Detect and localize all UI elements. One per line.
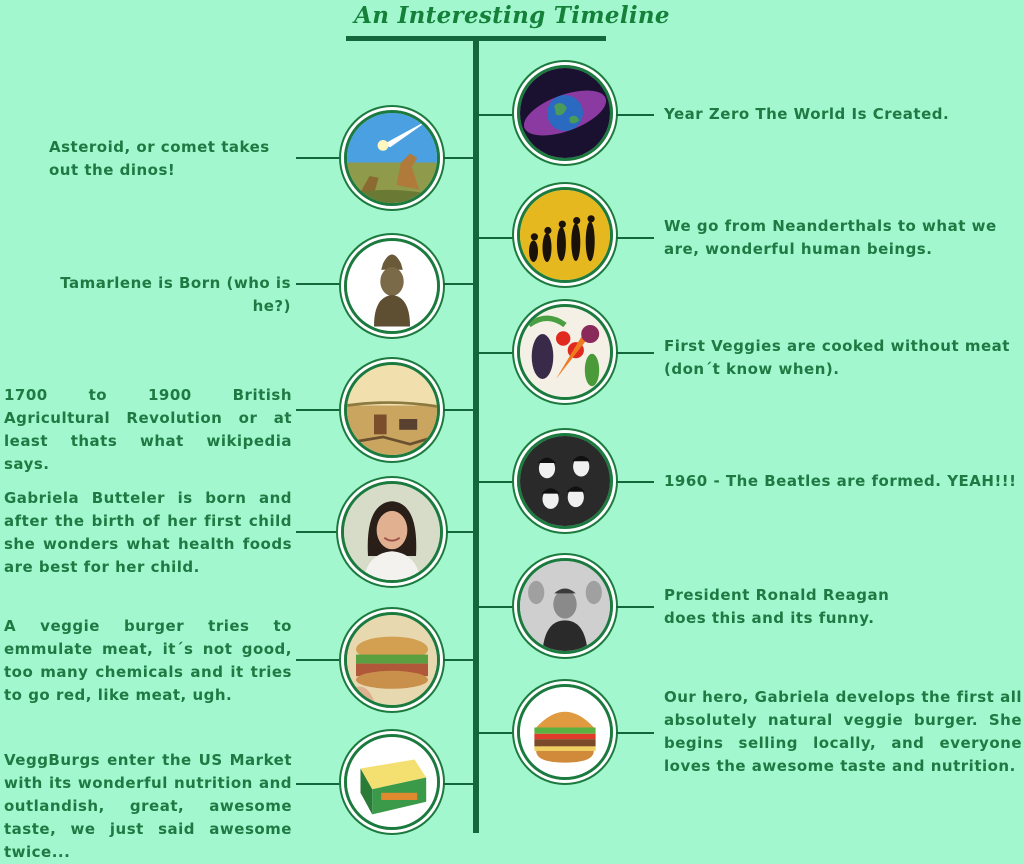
veggie-burger-image <box>344 612 440 708</box>
connector <box>443 659 473 661</box>
timeline-spine <box>473 41 479 833</box>
connector <box>616 352 654 354</box>
connector <box>296 531 342 533</box>
connector <box>446 531 473 533</box>
connector <box>443 783 473 785</box>
connector <box>479 606 515 608</box>
event-text-asteroid: Asteroid, or comet takes out the dinos! <box>49 138 270 179</box>
earth-galaxy-image <box>517 65 613 161</box>
gabriela-portrait-image <box>341 481 443 583</box>
event-text-natural-burger: Our hero, Gabriela develops the first all absolutely natural veggie burger. She begins selling locally, and everyone loves the awesome taste and nutrition. <box>664 688 1022 775</box>
connector <box>296 659 342 661</box>
connector <box>479 237 515 239</box>
connector <box>296 157 342 159</box>
human-evolution-image <box>517 187 613 283</box>
reagan-image <box>517 558 613 654</box>
connector <box>296 783 342 785</box>
event-text-veggburgs-market: VeggBurgs enter the US Market with its wonderful nutrition and outlandish, great, awesome taste, we just said awesome twice... <box>4 751 292 861</box>
connector <box>616 481 654 483</box>
natural-burger-image <box>517 684 613 780</box>
connector <box>479 114 515 116</box>
connector <box>479 352 515 354</box>
connector <box>296 409 342 411</box>
event-text-tamarlene: Tamarlene is Born (who is he?) <box>60 274 291 315</box>
event-text-agricultural-revolution: 1700 to 1900 British Agricultural Revolution or at least thats what wikipedia says. <box>4 386 292 473</box>
connector <box>479 481 515 483</box>
vegetables-image <box>517 304 613 400</box>
event-text-gabriela-born: Gabriela Butteler is born and after the birth of her first child she wonders what health foods are best for her child. <box>4 489 292 576</box>
connector <box>616 732 654 734</box>
beatles-image <box>517 433 613 529</box>
connector <box>443 409 473 411</box>
event-text-beatles: 1960 - The Beatles are formed. YEAH!!! <box>664 472 1017 490</box>
event-text-first-veggies: First Veggies are cooked without meat (don´t know when). <box>664 337 1010 378</box>
connector <box>616 114 654 116</box>
event-text-evolution: We go from Neanderthals to what we are, wonderful human beings. <box>664 217 997 258</box>
connector <box>616 237 654 239</box>
connector <box>443 283 473 285</box>
connector <box>616 606 654 608</box>
event-text-reagan: President Ronald Reagan does this and its funny. <box>664 586 890 627</box>
asteroid-dinosaurs-image <box>344 110 440 206</box>
agricultural-revolution-image <box>344 362 440 458</box>
page-title: An Interesting Timeline <box>354 2 670 29</box>
event-text-bad-veggie-burger: A veggie burger tries to emmulate meat, it´s not good, too many chemicals and it tries to go red, like meat, ugh. <box>4 617 292 704</box>
veggburgs-box-image <box>344 734 440 830</box>
connector <box>479 732 515 734</box>
event-text-world-created: Year Zero The World Is Created. <box>664 105 950 123</box>
connector <box>296 283 342 285</box>
tamerlane-bust-image <box>344 238 440 334</box>
connector <box>443 157 473 159</box>
